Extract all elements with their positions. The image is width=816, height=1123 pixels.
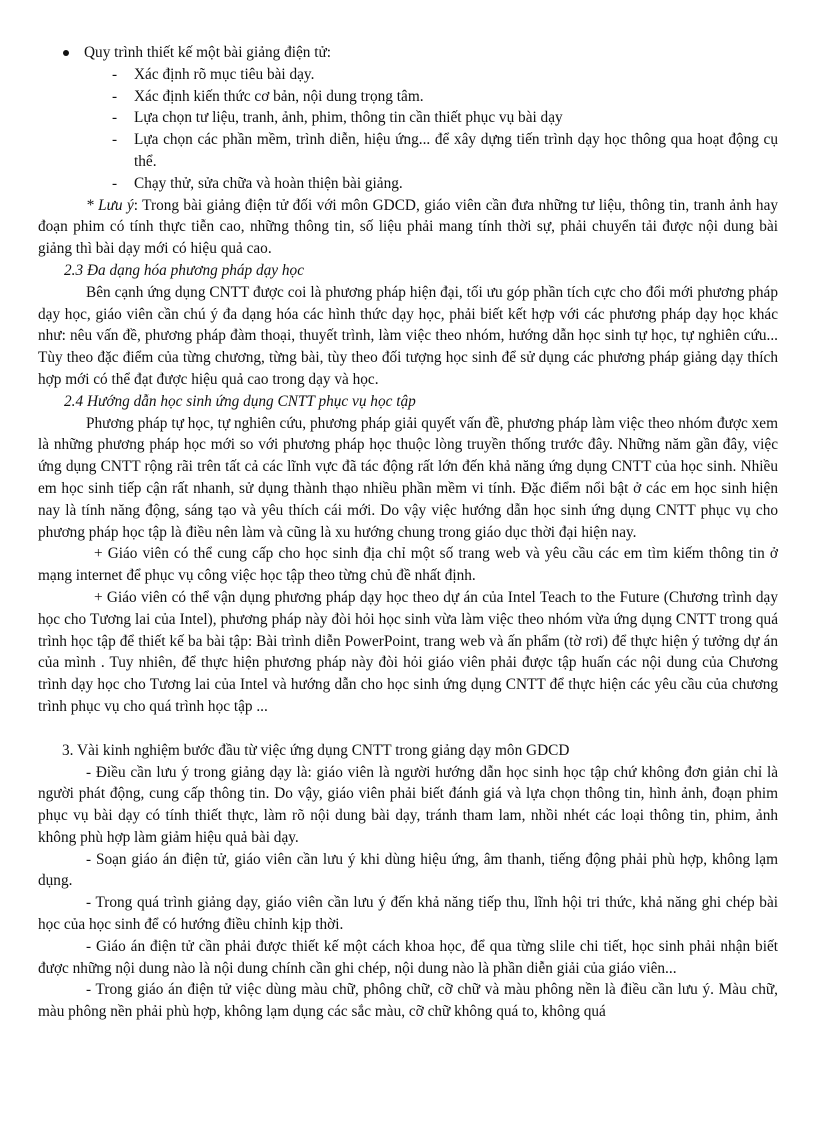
section-3-item: - Soạn giáo án điện tử, giáo viên cần lưu ý khi dùng hiệu ứng, âm thanh, tiếng động phải phù hợp, không lạm dụng. bbox=[38, 850, 778, 890]
bullet-dot-icon bbox=[63, 50, 69, 56]
list-item-text: Lựa chọn tư liệu, tranh, ảnh, phim, thông tin cần thiết phục vụ bài dạy bbox=[134, 109, 563, 127]
section-2-4-plus-2: + Giáo viên có thể vận dụng phương pháp dạy học theo dự án của Intel Teach to the Future (Chương trình dạy học cho Tương lai của Intel), phương pháp này đòi hỏi học sinh vừa làm việc theo nhóm vừa ứng dụng CNTT trong quá trình học tập để thiết kế ba bài tập: Bài trình diễn PowerPoint, trang web và ấn phẩm (tờ rơi) để thực hiện ý tưởng dự án của mình . Tuy nhiên, để thực hiện phương pháp này đòi hỏi giáo viên phải được tập huấn các nội dung của Chương trình dạy học cho Tương lai của Intel và hướng dẫn cho học sinh ứng dụng CNTT để thực hiện các yêu cầu của chương trình phục vụ cho quá trình học tập ... bbox=[38, 588, 778, 715]
section-3-item: - Điều cần lưu ý trong giảng dạy là: giáo viên là người hướng dẫn học sinh học tập chứ không đơn giản chỉ là người phát động, cung cấp thông tin. Do vậy, giáo viên phải biết đánh giá và lựa chọn thông tin, hình ảnh, đoạn phim phục vụ bài dạy có tính thiết thực, làm rõ nội dung bài dạy, tránh tham lam, nhồi nhét các loại thông tin, phim, ảnh không phù hợp làm giảm hiệu quả bài dạy. bbox=[38, 763, 778, 846]
dash-icon: - bbox=[112, 109, 118, 127]
list-item-text: Xác định rõ mục tiêu bài dạy. bbox=[134, 65, 315, 83]
dash-icon: - bbox=[112, 87, 118, 105]
section-2-4-plus-1: + Giáo viên có thể cung cấp cho học sinh địa chỉ một số trang web và yêu cầu các em tìm kiếm thông tin ở mạng internet để phục vụ công việc học tập theo từng chủ đề nhất định. bbox=[38, 545, 778, 585]
list-item bbox=[38, 86, 778, 108]
list-item bbox=[38, 64, 778, 86]
list-item-text: Xác định kiến thức cơ bản, nội dung trọng tâm. bbox=[134, 87, 424, 105]
bullet-list-title bbox=[38, 42, 778, 64]
list-item bbox=[38, 129, 778, 173]
dash-icon: - bbox=[112, 65, 118, 83]
list-item-text: Chạy thử, sửa chữa và hoàn thiện bài giảng. bbox=[134, 174, 403, 192]
document-body bbox=[38, 42, 778, 1023]
note-paragraph bbox=[38, 195, 778, 260]
section-2-3-paragraph: Bên cạnh ứng dụng CNTT được coi là phương pháp hiện đại, tối ưu góp phần tích cực cho đổi mới phương pháp dạy học, giáo viên cần chú ý đa dạng hóa các hình thức dạy học, phải biết kết hợp với các phương pháp dạy học khác như: nêu vấn đề, phương pháp đàm thoại, thuyết trình, làm việc theo nhóm, hướng dẫn học sinh tự học, tự nghiên cứu... Tùy theo đặc điểm của từng chương, từng bài, tùy theo đối tượng học sinh để sử dụng các phương pháp giảng dạy thích hợp mới có thể đạt được hiệu quả cao trong dạy và học. bbox=[38, 283, 778, 388]
bullet-title-text: Quy trình thiết kế một bài giảng điện tử: bbox=[84, 44, 332, 61]
section-heading-2-4: 2.4 Hướng dẫn học sinh ứng dụng CNTT phục vụ học tập bbox=[64, 392, 416, 410]
section-heading-3: 3. Vài kinh nghiệm bước đầu từ việc ứng dụng CNTT trong giảng dạy môn GDCD bbox=[62, 741, 570, 759]
list-item-text: Lựa chọn các phần mềm, trình diễn, hiệu ứng... để xây dựng tiến trình dạy học thông qua hoạt động cụ thể. bbox=[134, 131, 778, 170]
note-label: * Lưu ý bbox=[86, 196, 134, 214]
dash-icon: - bbox=[112, 174, 118, 192]
section-3-item: - Trong giáo án điện tử việc dùng màu chữ, phông chữ, cỡ chữ và màu phông nền là điều cần lưu ý. Màu chữ, màu phông nền phải phù hợp, không lạm dụng các sắc màu, cỡ chữ không quá to, không quá bbox=[38, 981, 778, 1021]
section-heading-2-3: 2.3 Đa dạng hóa phương pháp dạy học bbox=[64, 261, 304, 279]
dash-icon: - bbox=[112, 131, 118, 149]
section-3-item: - Giáo án điện tử cần phải được thiết kế một cách khoa học, để qua từng slile chi tiết, học sinh phải nhận biết được những nội dung nào là nội dung chính cần ghi chép, nội dung nào là phần diễn giải của giáo viên... bbox=[38, 937, 778, 977]
note-text: : Trong bài giảng điện tử đối với môn GDCD, giáo viên cần đưa những tư liệu, thông tin, tranh ảnh hay đoạn phim có tính thực tiễn cao, những thông tin, số liệu phải mang tính thời sự, phải chuyển tải được nội dung bài giảng thì bài dạy mới có hiệu quả cao. bbox=[38, 196, 779, 258]
section-2-4-paragraph: Phương pháp tự học, tự nghiên cứu, phương pháp giải quyết vấn đề, phương pháp làm việc theo nhóm được xem là những phương pháp học mới so với phương pháp học thuộc lòng truyền thống trước đây. Những năm gần đây, việc ứng dụng CNTT rộng rãi trên tất cả các lĩnh vực đã tác động rất lớn đến khả năng ứng dụng CNTT của học sinh. Nhiều em học sinh tiếp cận rất nhanh, sử dụng thành thạo nhiều phần mềm vi tính. Đặc điểm nổi bật ở các em học sinh hiện nay là tính năng động, sáng tạo và yêu thích cái mới. Do vậy việc hướng dẫn học sinh ứng dụng CNTT phục vụ cho phương pháp học tập là điều nên làm và cũng là xu hướng chung trong giáo dục thời đại hiện nay. bbox=[38, 414, 778, 541]
blank-line bbox=[38, 718, 778, 740]
list-item bbox=[38, 173, 778, 195]
list-item bbox=[38, 107, 778, 129]
section-3-item: - Trong quá trình giảng dạy, giáo viên cần lưu ý đến khả năng tiếp thu, lĩnh hội tri thức, khả năng ghi chép bài học của học sinh để có hướng điều chỉnh kịp thời. bbox=[38, 894, 778, 934]
